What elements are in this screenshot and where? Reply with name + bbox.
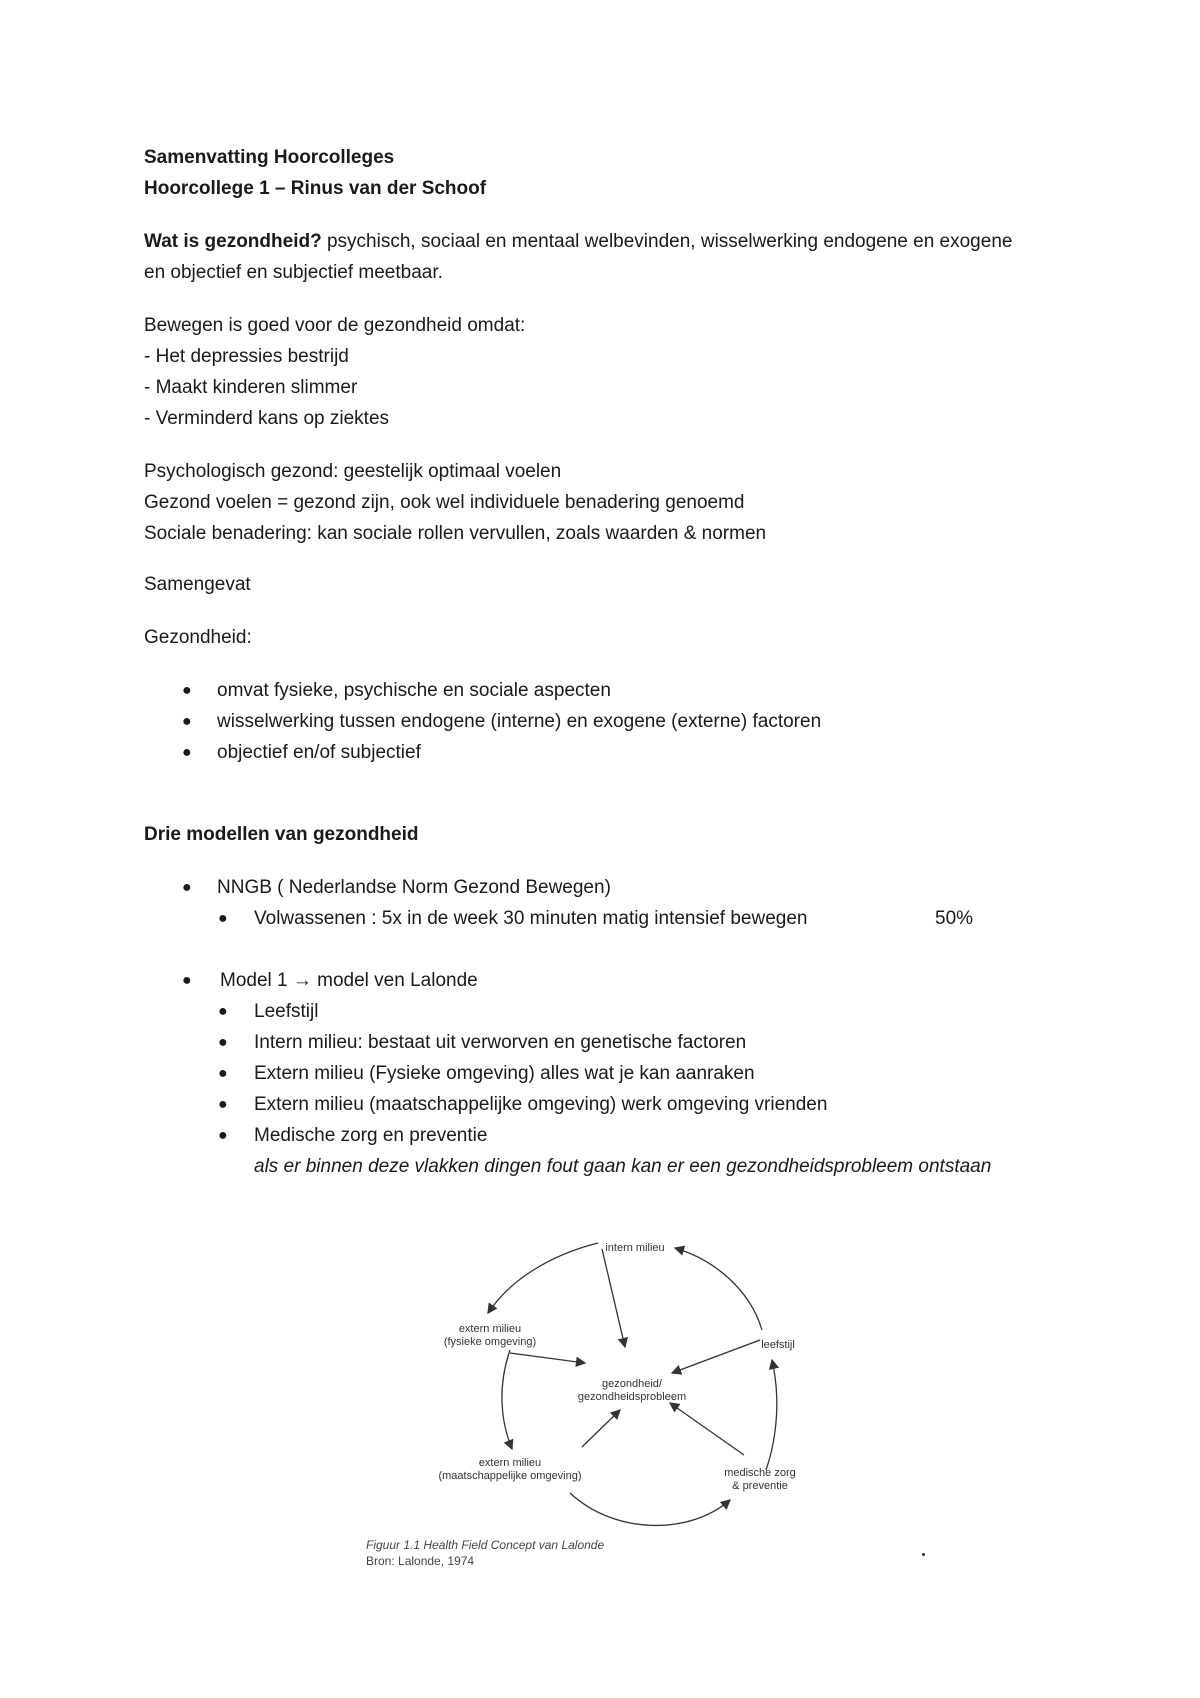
arrow-leefstijl-to-intern xyxy=(675,1248,762,1330)
intro-question: Wat is gezondheid? xyxy=(144,231,322,252)
node-extern-fysiek-1: extern milieu xyxy=(458,1323,522,1335)
arrow-medisch-to-leefstijl xyxy=(766,1360,777,1470)
stray-dot xyxy=(922,1553,925,1556)
model1-subitem: Leefstijl xyxy=(254,1001,319,1022)
intro-answer-line1: psychisch, sociaal en mentaal welbevinden, wisselwerking endogene en exogene xyxy=(321,231,1013,252)
gezondheid-bullet: omvat fysieke, psychische en sociale aspecten xyxy=(217,680,611,701)
intro-paragraph xyxy=(144,230,1012,254)
document-subtitle: Hoorcollege 1 – Rinus van der Schoof xyxy=(144,178,487,199)
samengevat-label: Samengevat xyxy=(144,574,251,595)
bullet-icon: ● xyxy=(218,1034,228,1051)
model1-item: Model 1 → model ven Lalonde xyxy=(220,970,478,991)
bewegen-heading: Bewegen is goed voor de gezondheid omdat: xyxy=(144,315,526,336)
model1-note: als er binnen deze vlakken dingen fout gaan kan er een gezondheidsprobleem ontstaan xyxy=(254,1156,992,1177)
node-extern-maat-2: (maatschappelijke omgeving) xyxy=(438,1470,582,1482)
bullet-icon: ● xyxy=(218,1127,228,1144)
modellen-heading: Drie modellen van gezondheid xyxy=(144,824,419,845)
bullet-icon: ● xyxy=(182,744,192,761)
bullet-icon: ● xyxy=(218,1003,228,1020)
psych-line: Psychologisch gezond: geestelijk optimaal voelen xyxy=(144,461,562,482)
model1-subitem: Intern milieu: bestaat uit verworven en genetische factoren xyxy=(254,1032,747,1053)
bullet-icon: ● xyxy=(218,910,228,927)
bullet-icon: ● xyxy=(182,879,192,896)
node-centre-1: gezondheid/ xyxy=(602,1378,662,1390)
bewegen-item: - Het depressies bestrijd xyxy=(144,346,349,367)
gezondheid-bullet: objectief en/of subjectief xyxy=(217,742,421,763)
node-medisch-2: & preventie xyxy=(732,1480,788,1492)
model1-subitem: Medische zorg en preventie xyxy=(254,1125,488,1146)
bullet-icon: ● xyxy=(218,1065,228,1082)
lalonde-diagram xyxy=(360,1235,840,1565)
arrow-fysiek-to-centre xyxy=(510,1353,585,1363)
node-intern-milieu: intern milieu xyxy=(605,1242,665,1254)
arrow-medisch-to-centre xyxy=(670,1403,744,1455)
bullet-icon: ● xyxy=(218,1096,228,1113)
model1-subitem: Extern milieu (maatschappelijke omgeving) werk omgeving vrienden xyxy=(254,1094,828,1115)
gezondheid-bullet: wisselwerking tussen endogene (interne) en exogene (externe) factoren xyxy=(217,711,822,732)
figure-caption: Figuur 1.1 Health Field Concept van Lalonde xyxy=(366,1538,605,1552)
arrow-intern-to-centre xyxy=(602,1249,625,1347)
arrow-leefstijl-to-centre xyxy=(672,1340,760,1373)
gezondheid-heading: Gezondheid: xyxy=(144,627,252,648)
bullet-icon: ● xyxy=(182,682,192,699)
arrow-extern-to-maatschappelijk xyxy=(502,1350,512,1449)
volwassenen-percentage: 50% xyxy=(935,908,974,929)
model1-subitem: Extern milieu (Fysieke omgeving) alles wat je kan aanraken xyxy=(254,1063,755,1084)
bullet-icon: ● xyxy=(182,972,192,989)
intro-answer-line2: en objectief en subjectief meetbaar. xyxy=(144,262,443,283)
document-title: Samenvatting Hoorcolleges xyxy=(144,147,395,168)
node-extern-fysiek-2: (fysieke omgeving) xyxy=(443,1336,537,1348)
node-leefstijl: leefstijl xyxy=(761,1339,795,1351)
arrow-maatschappelijk-to-centre xyxy=(582,1410,620,1447)
volwassenen-item: Volwassenen : 5x in de week 30 minuten matig intensief bewegen xyxy=(254,908,808,929)
psych-line: Sociale benadering: kan sociale rollen vervullen, zoals waarden & normen xyxy=(144,523,767,544)
arrow-maatschappelijk-to-medisch xyxy=(570,1493,730,1525)
bewegen-item: - Maakt kinderen slimmer xyxy=(144,377,358,398)
figure-source: Bron: Lalonde, 1974 xyxy=(366,1554,475,1568)
nngb-item: NNGB ( Nederlandse Norm Gezond Bewegen) xyxy=(217,877,611,898)
node-medisch-1: medische zorg xyxy=(724,1467,796,1479)
bullet-icon: ● xyxy=(182,713,192,730)
node-centre-2: gezondheidsprobleem xyxy=(577,1391,687,1403)
node-extern-maat-1: extern milieu xyxy=(478,1457,542,1469)
psych-line: Gezond voelen = gezond zijn, ook wel individuele benadering genoemd xyxy=(144,492,745,513)
arrow-intern-to-extern xyxy=(488,1243,598,1313)
bewegen-item: - Verminderd kans op ziektes xyxy=(144,408,390,429)
